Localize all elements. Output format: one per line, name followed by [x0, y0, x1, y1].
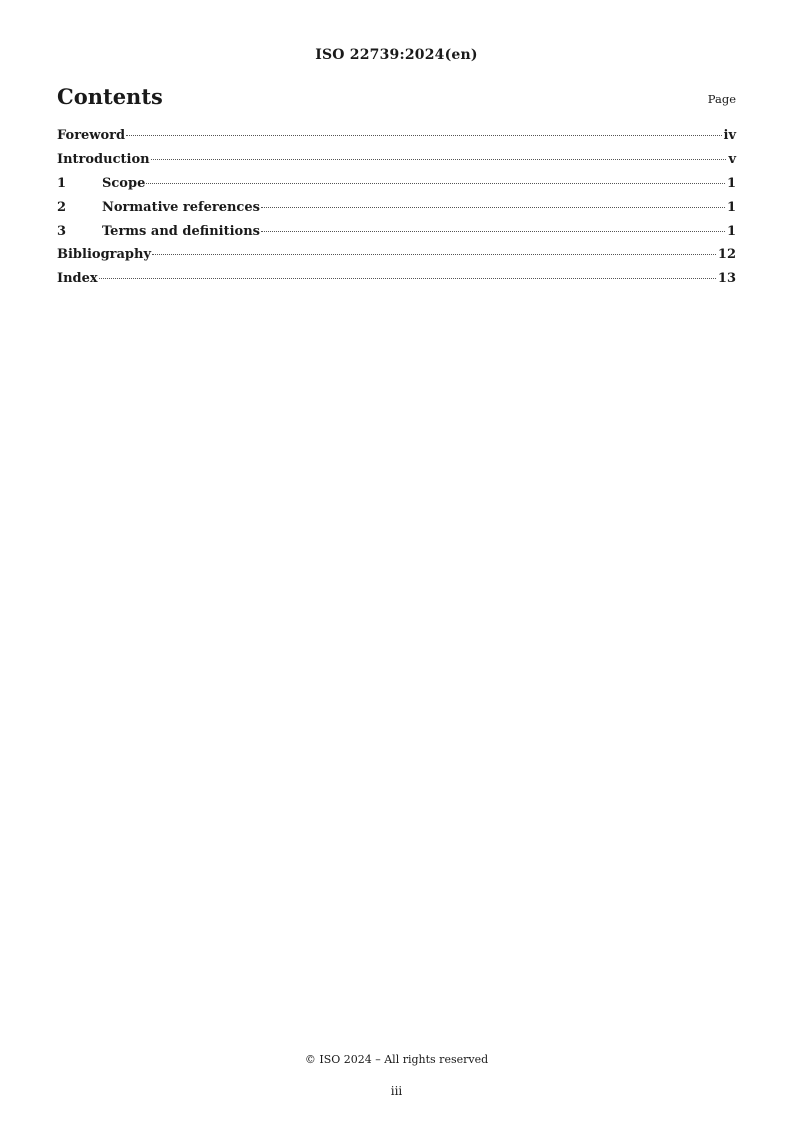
toc-leader-dots — [99, 278, 716, 279]
toc-entry-title: Scope — [102, 175, 146, 191]
toc-entry-page: 13 — [717, 271, 736, 287]
page-column-label: Page — [707, 92, 736, 106]
toc-entry-bibliography[interactable] — [57, 247, 736, 271]
toc-entry-title: Terms and definitions — [102, 223, 260, 239]
toc-entry-normative-references[interactable] — [57, 200, 736, 224]
toc-leader-dots — [261, 231, 725, 232]
toc-entry-number: 1 — [57, 175, 67, 191]
toc-entry-page: v — [728, 151, 736, 167]
toc-entry-foreword[interactable] — [57, 128, 736, 152]
toc-entry-page: 1 — [726, 223, 736, 239]
toc-entry-number: 2 — [57, 199, 67, 215]
toc-entry-terms-and-definitions[interactable] — [57, 224, 736, 248]
toc-entry-introduction[interactable] — [57, 152, 736, 176]
toc-entry-page: iv — [723, 128, 736, 143]
toc-leader-dots — [261, 207, 725, 208]
table-of-contents — [57, 128, 736, 295]
toc-leader-dots — [126, 135, 721, 136]
footer-page-number: iii — [390, 1084, 403, 1098]
footer-copyright: © ISO 2024 – All rights reserved — [304, 1053, 489, 1066]
toc-entry-scope[interactable] — [57, 176, 736, 200]
toc-entry-title: Index — [57, 271, 98, 287]
toc-leader-dots — [151, 159, 727, 160]
toc-entry-title: Normative references — [102, 199, 260, 215]
toc-leader-dots — [152, 254, 716, 255]
toc-entry-title: Introduction — [57, 151, 150, 167]
toc-entry-title: Foreword — [57, 128, 126, 143]
contents-heading: Contents — [57, 84, 163, 109]
toc-entry-page: 1 — [726, 199, 736, 215]
document-id: ISO 22739:2024(en) — [315, 47, 478, 63]
toc-leader-dots — [146, 183, 725, 184]
toc-entry-index[interactable] — [57, 271, 736, 295]
toc-entry-page: 1 — [726, 175, 736, 191]
toc-entry-page: 12 — [717, 247, 736, 263]
toc-entry-title: Bibliography — [57, 247, 152, 263]
toc-entry-number: 3 — [57, 223, 67, 239]
